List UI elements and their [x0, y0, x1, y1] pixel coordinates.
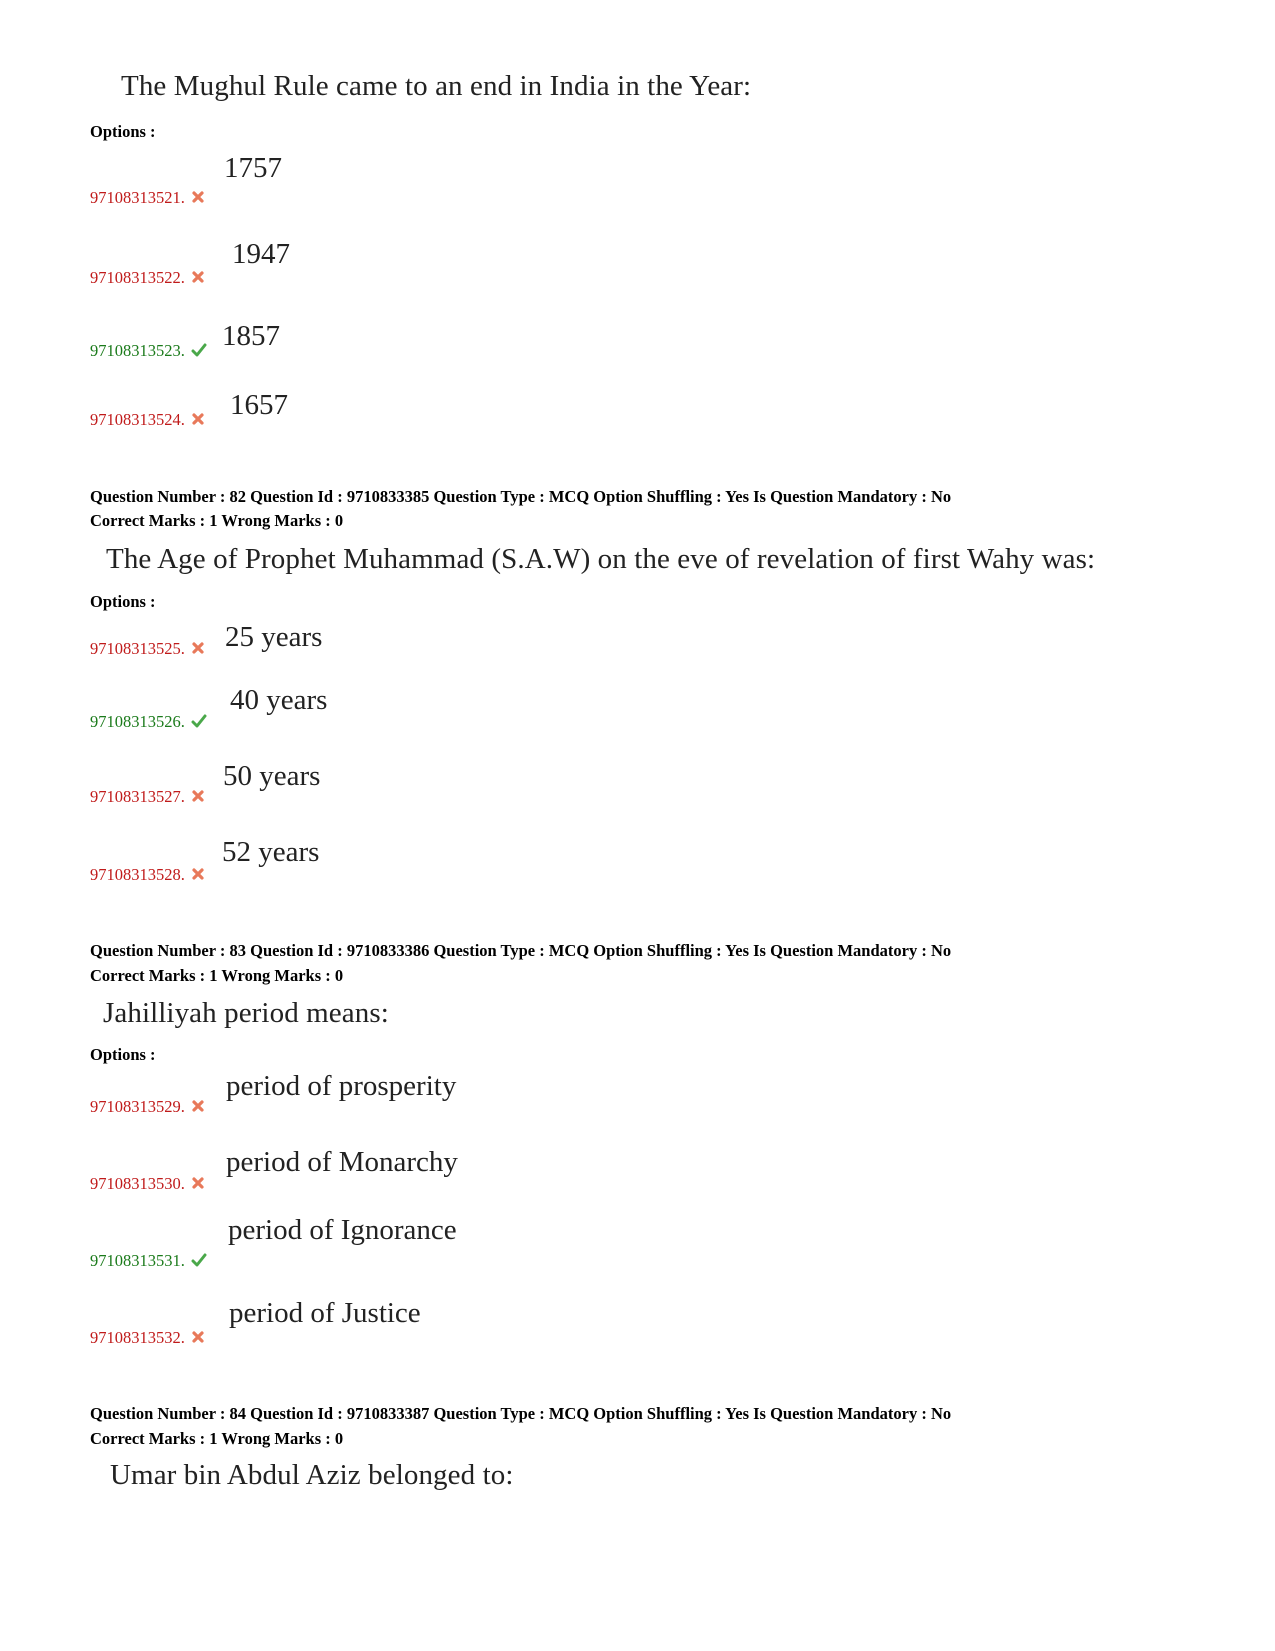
question-text-81: The Mughul Rule came to an end in India in the Year: [121, 70, 752, 102]
cross-icon [191, 1099, 205, 1113]
option-text: 1657 [230, 389, 288, 421]
option-id: 97108313529. [90, 1097, 205, 1117]
question-meta-83: Question Number : 83 Question Id : 9710833386 Question Type : MCQ Option Shuffling : Yes Is Question Mandatory : No [90, 941, 952, 960]
option-text: 1947 [232, 238, 290, 270]
option-id: 97108313523. [90, 341, 207, 361]
question-meta-84: Question Number : 84 Question Id : 9710833387 Question Type : MCQ Option Shuffling : Yes Is Question Mandatory : No [90, 1404, 952, 1423]
cross-icon [191, 789, 205, 803]
option-text: period of Ignorance [228, 1214, 457, 1246]
option-text: period of prosperity [226, 1070, 457, 1102]
cross-icon [191, 867, 205, 881]
cross-icon [191, 270, 205, 284]
cross-icon [191, 1330, 205, 1344]
question-text-83: Jahilliyah period means: [103, 997, 389, 1029]
option-id: 97108313522. [90, 268, 205, 288]
option-text: 40 years [230, 684, 328, 716]
options-label: Options : [90, 592, 156, 611]
cross-icon [191, 641, 205, 655]
cross-icon [191, 412, 205, 426]
option-text: 1757 [224, 152, 282, 184]
question-meta-82: Question Number : 82 Question Id : 9710833385 Question Type : MCQ Option Shuffling : Yes Is Question Mandatory : No [90, 487, 952, 506]
option-text: 50 years [223, 760, 321, 792]
question-text-82: The Age of Prophet Muhammad (S.A.W) on the eve of revelation of first Wahy was: [106, 543, 1096, 575]
option-id: 97108313524. [90, 410, 205, 430]
option-id: 97108313528. [90, 865, 205, 885]
check-icon [191, 343, 207, 357]
check-icon [191, 714, 207, 728]
option-text: period of Monarchy [226, 1146, 458, 1178]
option-text: 52 years [222, 836, 320, 868]
option-id: 97108313527. [90, 787, 205, 807]
option-id: 97108313525. [90, 639, 205, 659]
cross-icon [191, 190, 205, 204]
option-text: period of Justice [229, 1297, 421, 1329]
question-text-84: Umar bin Abdul Aziz belonged to: [110, 1459, 514, 1491]
cross-icon [191, 1176, 205, 1190]
check-icon [191, 1253, 207, 1267]
option-id: 97108313531. [90, 1251, 207, 1271]
question-marks-84: Correct Marks : 1 Wrong Marks : 0 [90, 1429, 344, 1448]
option-id: 97108313521. [90, 188, 205, 208]
options-label: Options : [90, 122, 156, 141]
question-marks-82: Correct Marks : 1 Wrong Marks : 0 [90, 511, 344, 530]
option-id: 97108313530. [90, 1174, 205, 1194]
option-text: 1857 [222, 320, 280, 352]
option-text: 25 years [225, 621, 323, 653]
option-id: 97108313526. [90, 712, 207, 732]
options-label: Options : [90, 1045, 156, 1064]
option-id: 97108313532. [90, 1328, 205, 1348]
question-marks-83: Correct Marks : 1 Wrong Marks : 0 [90, 966, 344, 985]
